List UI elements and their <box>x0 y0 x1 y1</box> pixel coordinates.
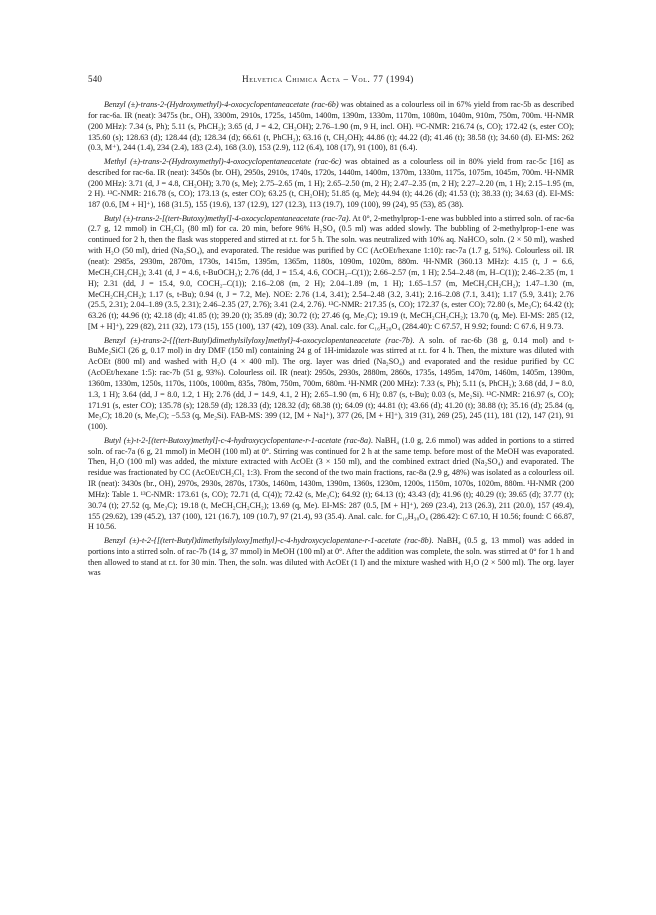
experimental-text <box>88 100 574 582</box>
journal-title: Helvetica Chimica Acta – Vol. 77 (1994) <box>242 74 414 84</box>
compound-description: . NaBH₄ (1.0 g, 2.6 mmol) was added in portions to a stirred soln. of rac-7a (6 g, 21 mmol) in MeOH (100 ml) at 0°. Stirring was continued for 2 h at the same temp. before most of the MeOH was evaporated. Then, H₂O (100 ml) was added, the mixture extracted with AcOEt (3 × 150 ml), and the combined extract dried (Na₂SO₄) and evaporated. The residue was fractionated by CC (AcOEt/CH₂Cl₂ 1:3). From the second of the two main fractions, rac-8a (2.9 g, 48%) was isolated as a colourless oil. IR (neat): 3430s (br., OH), 2970s, 2930s, 2870s, 1730s, 1460m, 1430m, 1390m, 1360s, 1230m, 1200s, 1150m, 1070s, 1020m, 880m. ¹H-NMR (200 MHz): Table 1. ¹³C-NMR: 173.61 (s, CO); 72.71 (d, C(4)); 72.42 (s, Me₃C); 64.92 (t); 64.13 (t); 43.43 (d); 41.96 (t); 40.29 (t); 39.65 (d); 37.77 (t); 30.74 (t); 27.52 (q, Me₃C); 19.18 (t, MeCH₂CH₂CH₂); 13.69 (q, Me). EI-MS: 287 (0.5, [M + H]⁺), 269 (23.4), 213 (26.3), 211 (20.0), 157 (49.4), 155 (29.62), 139 (45.2), 137 (100), 121 (16.7), 109 (10.7), 97 (21.4), 93 (35.4). Anal. calc. for C₁₆H₃₀O₄ (286.42): C 67.10, H 10.56; found: C 66.87, H 10.56. <box>88 435 574 532</box>
compound-description: . NaBH₄ (0.5 g, 13 mmol) was added in portions into a stirred soln. of rac-7b (14 g, 37 mmol) in MeOH (100 ml) at 0°. After the addition was complete, the soln. was stirred at 0° for 1 h and then allowed to stand at r.t. for 30 min. Then, the soln. was diluted with AcOEt (1 l) and the mixture washed with H₂O (2 × 500 ml). The org. layer was <box>88 535 574 578</box>
compound-description: . At 0°, 2-methylprop-1-ene was bubbled into a stirred soln. of rac-6a (2.7 g, 12 mmol) in CH₂Cl₂ (80 ml) for ca. 20 min, before 96% H₂SO₄ (0.5 ml) was added slowly. The bubbling of 2-methylprop-1-ene was continued for 2 h, then the flask was stoppered and stirred at r.t. for 5 h. The soln. was neutralized with 10% aq. NaHCO₃ soln. (2 × 50 ml), washed with H₂O (50 ml), dried (Na₂SO₄), and evaporated. The residue was purified by CC (AcOEt/hexane 1:10): rac-7a (1.7 g, 51%). Colourless oil. IR (neat): 2985s, 2930m, 2870m, 1730s, 1415m, 1395m, 1365m, 1180s, 1090m, 1020m, 880m. ¹H-NMR (360.13 MHz): 4.15 (t, J = 6.6, MeCH₂CH₂CH₂); 3.41 (d, J = 4.6, t-BuOCH₂); 2.76 (dd, J = 15.4, 4.6, COCH₂–C(1)); 2.66–2.57 (m, 1 H); 2.54–2.48 (m, H–C(1)); 2.46–2.35 (m, 1 H); 2.31 (dd, J = 15.4, 9.0, COCH₂–C(1)); 2.16–2.08 (m, 2 H); 2.04–1.89 (m, 1 H); 1.65–1.57 (m, MeCH₂CH₂CH₂); 1.47–1.30 (m, MeCH₂CH₂CH₂); 1.17 (s, t-Bu); 0.94 (t, J = 7.2, Me). NOE: 2.76 (1.4, 3.41); 2.54–2.48 (3.2, 3.41); 2.16–2.08 (7.1, 3.41); 1.17 (5.9, 3.41); 2.76 (25.5, 2.31); 2.04–1.89 (3.5, 2.31); 2.46–2.35 (27, 2.76); 3.41 (2.4, 2.76). ¹³C-NMR: 217.35 (s, CO); 172.37 (s, ester CO); 72.80 (s, Me₃C); 64.42 (t); 63.26 (t); 44.96 (t); 42.18 (d); 41.85 (t); 39.20 (t); 35.89 (d); 30.72 (t); 27.46 (q, Me₃C); 19.19 (t, MeCH₂CH₂CH₂); 13.70 (q, Me). EI-MS: 285 (12, [M + H]⁺), 229 (82), 211 (32), 173 (15), 155 (100), 137 (42), 109 (33). Anal. calc. for C₁₆H₂₈O₄ (284.40): C 67.57, H 9.92; found: C 67.6, H 9.73. <box>88 213 574 332</box>
compound-description: . A soln. of rac-6b (38 g, 0.14 mol) and t-BuMe₂SiCl (26 g, 0.17 mol) in dry DMF (150 ml) containing 24 g of 1H-imidazole was stirred at r.t. for 4 h. Then, the mixture was diluted with AcOEt (800 ml) and washed with H₂O (4 × 400 ml). The org. layer was dried (Na₂SO₄) and evaporated and the residue purified by CC (AcOEt/hexane 1:5): rac-7b (51 g, 93%). Colourless oil. IR (neat): 2950s, 2930s, 2880m, 2860s, 1735s, 1495m, 1470m, 1460m, 1405m, 1390m, 1360m, 1330m, 1250s, 1170s, 1100s, 1000m, 835s, 780m, 750m, 700m, 680m. ¹H-NMR (200 MHz): 7.33 (s, Ph); 5.11 (s, PhCH₂); 3.68 (dd, J = 8.0, 1.3, 1 H); 3.64 (dd, J = 8.0, 1.2, 1 H); 2.76 (dd, J = 14.9, 4.1, 2 H); 2.65–1.90 (m, 6 H); 0.87 (s, t-Bu); 0.03 (s, Me₂Si). ¹³C-NMR: 216.97 (s, CO); 171.91 (s, ester CO); 135.78 (s); 128.59 (d); 128.33 (d); 128.32 (d); 68.38 (t); 64.09 (t); 44.81 (t); 43.66 (d); 41.20 (t); 38.88 (t); 35.16 (d); 25.84 (q, Me₃C); 18.20 (s, Me₃C); −5.53 (q, Me₂Si). FAB-MS: 399 (12, [M + Na]⁺), 377 (26, [M + H]⁺), 319 (31), 269 (25), 245 (11), 181 (12), 147 (21), 91 (100). <box>88 335 575 432</box>
compound-paragraph-rac-7a <box>88 214 574 333</box>
compound-title: Benzyl (±)-trans-2-{[(tert-Butyl)dimethylsilyloxy]methyl}-4-oxocyclopentaneacetate (rac-7b) <box>104 335 413 345</box>
compound-title: Benzyl (±)-t-2-{[(tert-Butyl)dimethylsilyloxy]methyl}-c-4-hydroxycyclopentane-r-1-acetate (rac-8b) <box>104 535 432 545</box>
compound-title: Butyl (±)-trans-2-[(tert-Butoxy)methyl]-4-oxocyclopentaneacetate (rac-7a) <box>104 213 349 223</box>
compound-title: Butyl (±)-t-2-[(tert-Butoxy)methyl]-c-4-hydroxycyclopentane-r-1-acetate (rac-8a) <box>104 435 371 445</box>
compound-paragraph-rac-6b <box>88 100 574 154</box>
compound-paragraph-rac-7b <box>88 336 574 434</box>
compound-title: Benzyl (±)-trans-2-(Hydroxymethyl)-4-oxocyclopentaneacetate (rac-6b) <box>104 100 339 109</box>
compound-title: Methyl (±)-trans-2-(Hydroxymethyl)-4-oxocyclopentaneacetate (rac-6c) <box>104 156 342 166</box>
compound-paragraph-rac-8a <box>88 436 574 534</box>
compound-description: was obtained as a colourless oil in 67% yield from rac-5b as described for rac-6a. IR (neat): 3475s (br., OH), 3300m, 2910s, 1725s, 1450m, 1400m, 1390m, 1330m, 1170m, 1080m, 1040m, 910m, 750m, 700m. ¹H-NMR (200 MHz): 7.34 (s, Ph); 5.11 (s, PhCH₂); 3.65 (d, J = 4.2, CH₂OH); 2.76–1.90 (m, 9 H, incl. OH). ¹³C-NMR: 216.74 (s, CO); 172.42 (s, ester CO); 135.60 (s); 128.63 (d); 128.44 (d); 128.34 (d); 66.61 (t, PhCH₂); 63.16 (t, CH₂OH); 44.86 (t); 44.22 (d); 41.46 (t); 38.58 (t); 34.60 (d). EI-MS: 262 (0.3, M⁺), 244 (1.4), 234 (2.4), 183 (2.4), 168 (3.0), 153 (2.9), 112 (6.4), 108 (17), 91 (100), 81 (6.4). <box>88 100 574 153</box>
compound-paragraph-rac-6c <box>88 157 574 211</box>
compound-description: was obtained as a colourless oil in 80% yield from rac-5c [16] as described for rac-6a. IR (neat): 3450s (br. OH), 2950s, 2910s, 1740s, 1720s, 1440m, 1400m, 1370m, 1330m, 1175s, 1075m, 1045m, 700m. ¹H-NMR (200 MHz): 3.71 (d, J = 4.8, CH₂OH); 3.70 (s, Me); 2.75–2.65 (m, 1 H); 2.65–2.50 (m, 2 H); 2.47–2.35 (m, 2 H); 2.27–2.20 (m, 1 H); 2.15–1.95 (m, 2 H). ¹³C-NMR: 216.78 (s, CO); 173.13 (s, ester CO); 63.25 (t, CH₂OH); 51.85 (q, Me); 44.94 (t); 44.26 (d); 41.53 (t); 38.33 (t); 34.63 (d). EI-MS: 187 (0.6, [M + H]⁺), 168 (31.5), 155 (19.6), 137 (12.9), 127 (12.3), 113 (19.7), 109 (100), 99 (24), 95 (53), 85 (38). <box>88 156 574 210</box>
page-number: 540 <box>88 74 103 84</box>
running-header <box>88 74 568 88</box>
compound-paragraph-rac-8b <box>88 536 574 579</box>
